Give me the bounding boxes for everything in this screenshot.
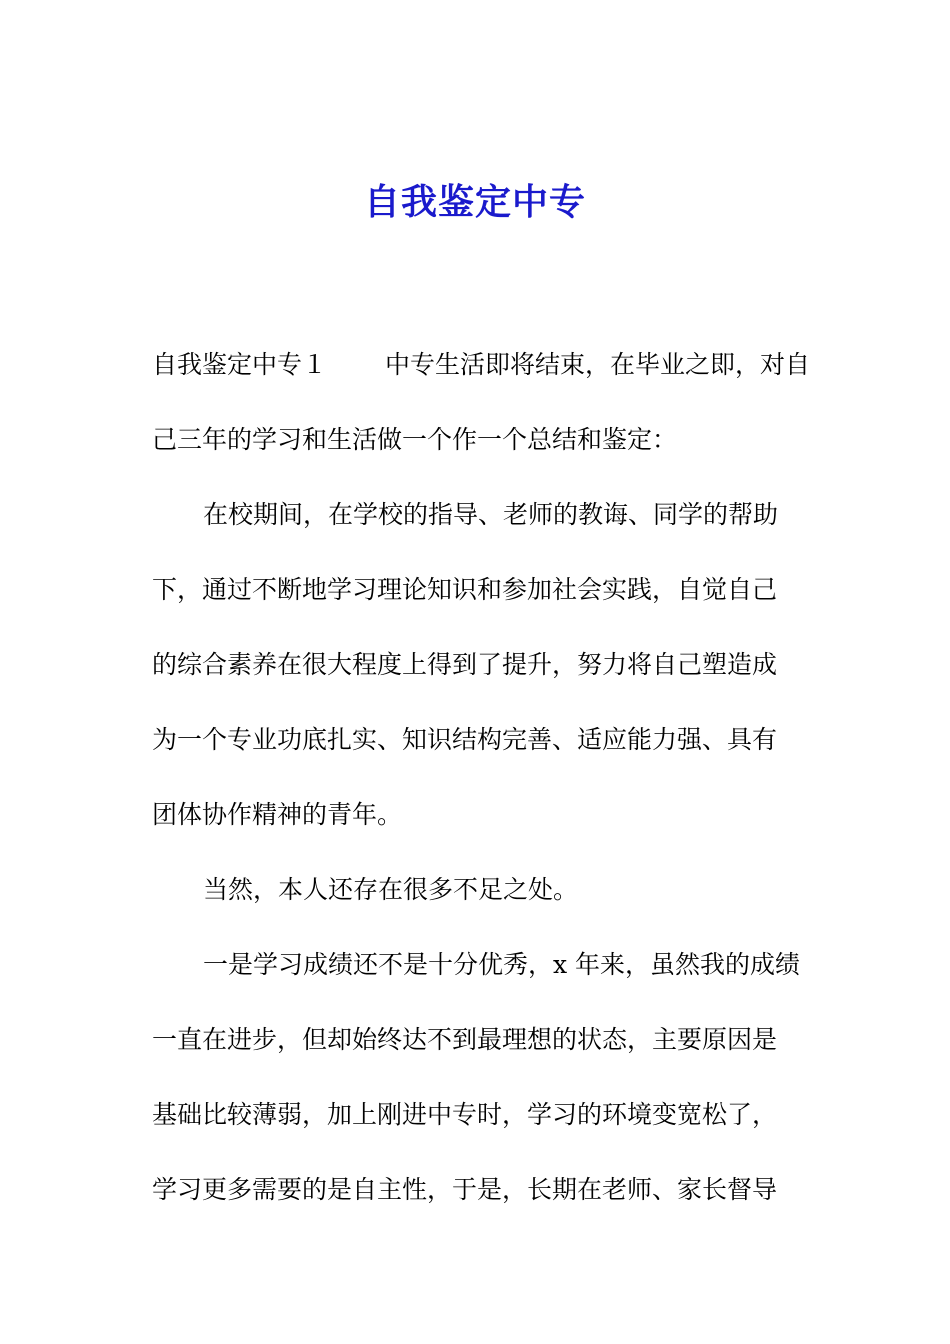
line-text: 中专生活即将结束，在毕业之即，对自 — [385, 350, 811, 379]
paragraph-line: 学习更多需要的是自主性，于是，长期在老师、家长督导 — [152, 1175, 778, 1204]
paragraph-line: 在校期间，在学校的指导、老师的教诲、同学的帮助 — [203, 500, 779, 529]
paragraph-line: 当然，本人还存在很多不足之处。 — [203, 875, 579, 904]
paragraph-line: 基础比较薄弱，加上刚进中专时，学习的环境变宽松了， — [152, 1100, 778, 1129]
paragraph-line: 己三年的学习和生活做一个作一个总结和鉴定： — [152, 425, 678, 454]
paragraph-line: 为一个专业功底扎实、知识结构完善、适应能力强、具有 — [152, 725, 778, 754]
paragraph-line: 一直在进步，但却始终达不到最理想的状态，主要原因是 — [152, 1025, 778, 1054]
paragraph-line: 下，通过不断地学习理论知识和参加社会实践，自觉自己 — [152, 575, 778, 604]
paragraph-line: 团体协作精神的青年。 — [152, 800, 403, 829]
paragraph-line: 的综合素养在很大程度上得到了提升，努力将自己塑造成 — [152, 650, 778, 679]
document-title: 自我鉴定中专 — [363, 181, 586, 223]
paragraph-line — [152, 327, 812, 402]
paragraph-line: 一是学习成绩还不是十分优秀，x 年来，虽然我的成绩 — [203, 950, 801, 979]
document-body — [152, 327, 812, 1227]
section-heading: 自我鉴定中专１ — [152, 350, 328, 379]
